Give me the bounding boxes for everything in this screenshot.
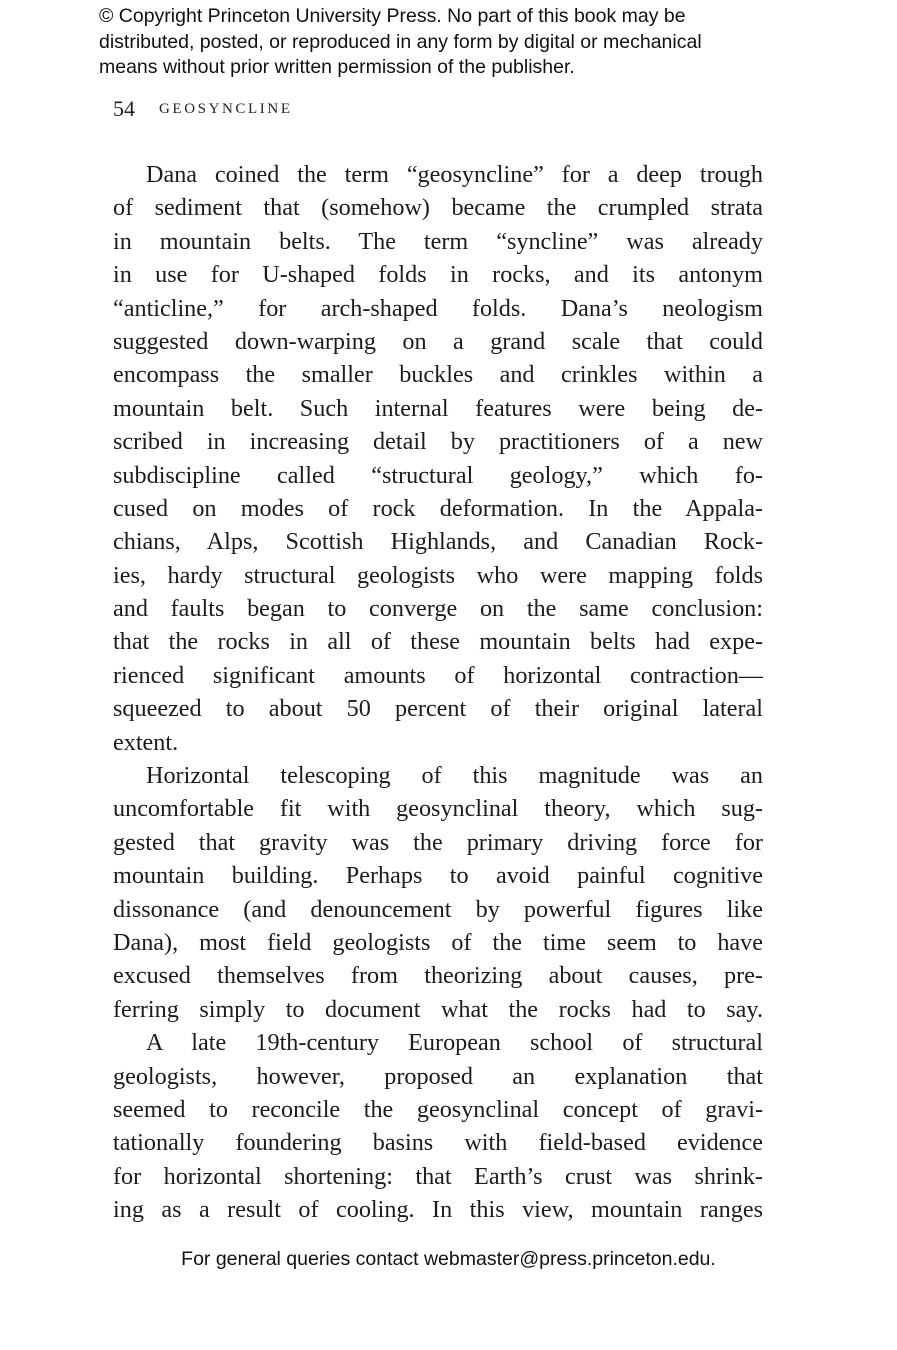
paragraph-line: ies, hardy structural geologists who were mapping folds (113, 561, 763, 589)
paragraph-line: dissonance (and denouncement by powerful figures like (113, 895, 763, 923)
paragraph-line: “anticline,” for arch-shaped folds. Dana’s neologism (113, 294, 763, 322)
paragraph-line: that the rocks in all of these mountain belts had expe- (113, 628, 763, 656)
paragraph-line: ing as a result of cooling. In this view, mountain ranges (113, 1196, 763, 1224)
paragraph-line: uncomfortable fit with geosynclinal theory, which sug- (113, 795, 763, 823)
paragraph-line: Dana coined the term “geosyncline” for a deep trough (146, 161, 763, 188)
paragraph-line: rienced significant amounts of horizontal contraction— (113, 661, 763, 689)
copyright-line: distributed, posted, or reproduced in any form by digital or mechanical (99, 30, 702, 53)
paragraph-line: Dana), most field geologists of the time seem to have (113, 928, 763, 956)
paragraph-line: tationally foundering basins with field-based evidence (113, 1129, 763, 1157)
paragraph-line: suggested down-warping on a grand scale that could (113, 327, 763, 355)
paragraph-line: chians, Alps, Scottish Highlands, and Canadian Rock- (113, 528, 763, 556)
paragraph-line: gested that gravity was the primary driving force for (113, 828, 763, 856)
paragraph-line: Horizontal telescoping of this magnitude was an (146, 762, 763, 790)
paragraph-line: scribed in increasing detail by practitioners of a new (113, 428, 763, 456)
body-text (113, 158, 763, 1227)
paragraph-line: seemed to reconcile the geosynclinal concept of gravi- (113, 1095, 763, 1123)
footer-text: For general queries contact webmaster@press.princeton.edu. (181, 1248, 716, 1270)
copyright-line: means without prior written permission of the publisher. (99, 56, 575, 78)
paragraph-line: and faults began to converge on the same conclusion: (113, 595, 763, 623)
paragraph-line: squeezed to about 50 percent of their original lateral (113, 695, 763, 723)
running-head (113, 96, 293, 122)
paragraph-line: encompass the smaller buckles and crinkles within a (113, 361, 763, 389)
paragraph-line: mountain building. Perhaps to avoid painful cognitive (113, 862, 763, 890)
paragraph-line: A late 19th-century European school of structural (146, 1029, 763, 1057)
paragraph-line: cused on modes of rock deformation. In the Appala- (113, 494, 763, 522)
paragraph-line: subdiscipline called “structural geology,” which fo- (113, 461, 763, 489)
paragraph-line: in use for U-shaped folds in rocks, and its antonym (113, 261, 763, 289)
footer-contact (0, 1248, 897, 1271)
chapter-title: GEOSYNCLINE (159, 101, 293, 117)
copyright-line: © Copyright Princeton University Press. No part of this book may be (99, 5, 686, 27)
page-number: 54 (113, 96, 135, 121)
paragraph-line: in mountain belts. The term “syncline” was already (113, 227, 763, 255)
paragraph-line: for horizontal shortening: that Earth’s crust was shrink- (113, 1162, 763, 1190)
paragraph-line: mountain belt. Such internal features were being de- (113, 394, 763, 422)
paragraph-line: excused themselves from theorizing about causes, pre- (113, 962, 763, 990)
paragraph-line: geologists, however, proposed an explanation that (113, 1062, 763, 1090)
paragraph-line: of sediment that (somehow) became the crumpled strata (113, 194, 763, 222)
paragraph-line: ferring simply to document what the rocks had to say. (113, 995, 763, 1023)
copyright-notice (99, 4, 819, 81)
paragraph-line: extent. (113, 728, 179, 756)
